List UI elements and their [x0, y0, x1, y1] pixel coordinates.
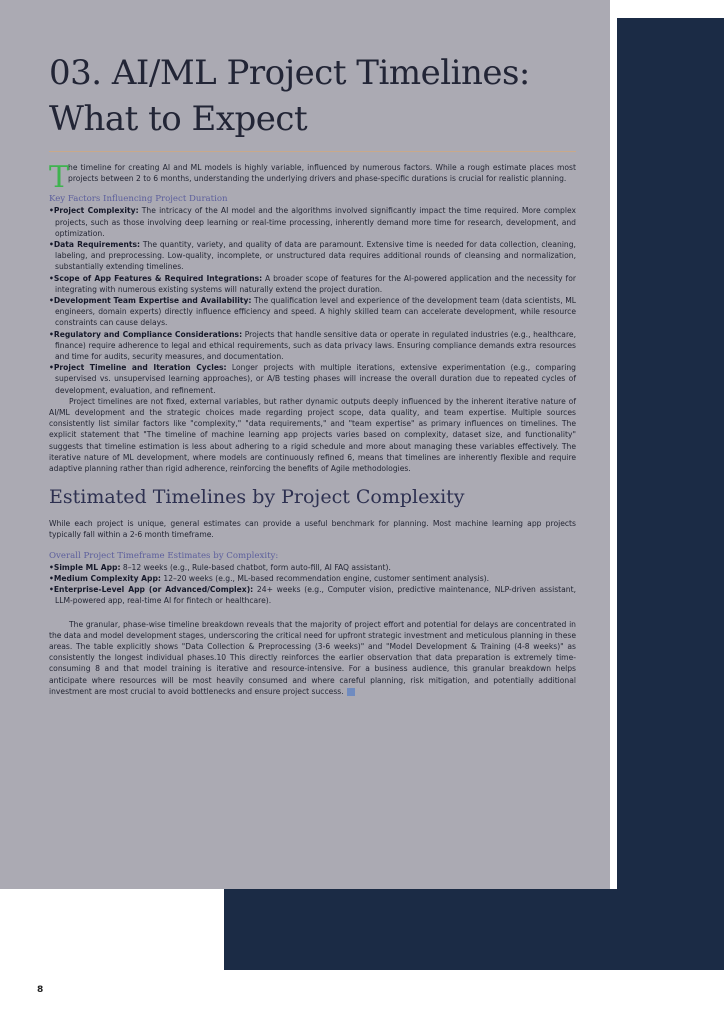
- factor-item: [49, 329, 576, 363]
- factor-label: •Regulatory and Compliance Considerations:: [49, 329, 243, 339]
- factor-label: •Data Requirements:: [49, 240, 141, 250]
- factor-item: [49, 295, 576, 329]
- navy-bottom-band: [224, 889, 724, 970]
- timeframe-estimates-heading: Overall Project Timeframe Estimates by Complexity:: [49, 550, 279, 561]
- factor-text: The quantity, variety, and quality of data are paramount. Extensive time is needed for data collection, cleaning, labeling, and preprocessing. Low-quality, incomplete, or unstructured data requires additional rounds of cleansing and normalization, substantially extending timelines.: [55, 240, 576, 272]
- estimated-timelines-heading: Estimated Timelines by Project Complexity: [49, 486, 465, 509]
- factor-label: •Scope of App Features & Required Integrations:: [49, 273, 263, 283]
- key-factors-heading: Key Factors Influencing Project Duration: [49, 194, 228, 205]
- factor-item: [49, 239, 576, 273]
- factors-summary-paragraph: Project timelines are not fixed, external variables, but rather dynamic outputs deeply influenced by the inherent iterative nature of AI/ML development and the strategic choices made regarding project scope, data quality, and team expertise. Multiple sources consistently list similar factors like "complexity," "data requirements," and "team expertise" as primary influences on timelines. The explicit statement that "The timeline of machine learning app projects varies based on complexity, dataset size, and functionality" suggests that timeline estimation is less about adhering to a rigid schedule and more about managing these variables effectively. The iterative nature of ML development, where models are continuously refined 6, means that timelines are inherently flexible and require adaptive planning rather than rigid adherence, reinforcing the benefits of Agile methodologies.: [49, 396, 576, 474]
- estimate-text: 24+ weeks (e.g., Computer vision, predictive maintenance, NLP-driven assistant, LLM-powered app, real-time AI for fintech or healthcare).: [55, 585, 576, 606]
- factor-label: •Project Complexity:: [49, 206, 139, 216]
- factor-text: Longer projects with multiple iterations, extensive experimentation (e.g., comparing supervised vs. unsupervised learning approaches), or A/B testing phases will increase the overall duration due to repeated cycles of development, evaluation, and refinement.: [55, 363, 576, 395]
- title-line-1: 03. AI/ML Project Timelines:: [49, 53, 530, 93]
- estimate-text: 12–20 weeks (e.g., ML-based recommendation engine, customer sentiment analysis).: [160, 573, 490, 583]
- intro-paragraph: [49, 160, 576, 195]
- factor-item: [49, 362, 576, 396]
- article: [49, 50, 576, 697]
- factor-item: [49, 205, 576, 239]
- estimate-item: [49, 584, 576, 606]
- intro-text: he timeline for creating AI and ML models is highly variable, influenced by numerous factors. While a rough estimate places most projects between 2 to 6 months, understanding the underlying drivers and phase-specific durations is crucial for realistic planning.: [68, 163, 576, 184]
- estimate-item: [49, 573, 576, 584]
- factor-text: A broader scope of features for the AI-powered application and the necessity for integrating with numerous existing systems will naturally extend the project duration.: [55, 273, 576, 294]
- estimate-label: •Enterprise-Level App (or Advanced/Complex):: [49, 585, 254, 595]
- estimate-text: 8–12 weeks (e.g., Rule-based chatbot, form auto-fill, AI FAQ assistant).: [120, 562, 391, 572]
- estimate-item: [49, 562, 576, 573]
- factor-label: •Project Timeline and Iteration Cycles:: [49, 363, 227, 373]
- title-divider: [49, 151, 576, 152]
- factor-text: The qualification level and experience of the development team (data scientists, ML engineers, domain experts) directly influence efficiency and speed. A highly skilled team can accelerate development, while resource constraints can cause delays.: [55, 296, 577, 328]
- page-title: [49, 50, 576, 142]
- phase-breakdown-paragraph: [49, 619, 576, 697]
- page-number: 8: [37, 985, 44, 995]
- end-mark-icon: [347, 688, 355, 696]
- drop-cap: T: [49, 160, 70, 195]
- phase-breakdown-text: The granular, phase-wise timeline breakdown reveals that the majority of project effort and potential for delays are concentrated in the data and model development stages, underscoring the critical need for upfront strategic investment and meticulous planning in these areas. The table explicitly shows "Data Collection & Preprocessing (3-6 weeks)" and "Model Development & Training (4-8 weeks)" as consistently the longest individual phases.10 This directly reinforces the earlier observation that data preparation is extremely time-consuming 8 and that model training is iterative and resource-intensive. For a business audience, this granular breakdown helps anticipate where resources will be most heavily consumed and where careful planning, risk mitigation, and potentially additional investment are most crucial to avoid bottlenecks and ensure project success.: [49, 619, 576, 696]
- estimated-intro-paragraph: While each project is unique, general estimates can provide a useful benchmark for planning. Most machine learning app projects typically fall within a 2-6 month timeframe.: [49, 519, 576, 540]
- estimate-label: •Medium Complexity App:: [49, 573, 161, 583]
- factor-label: •Development Team Expertise and Availability:: [49, 296, 252, 306]
- factor-text: Projects that handle sensitive data or operate in regulated industries (e.g., healthcare, finance) require adherence to legal and ethical requirements, such as data privacy laws. Ensuring compliance demands extra resources and time for audits, security measures, and documentation.: [55, 329, 576, 362]
- factor-text: The intricacy of the AI model and the algorithms involved significantly impact the time required. More complex projects, such as those involving deep learning or real-time processing, inherently demand more time for research, development, and optimization.: [55, 206, 577, 238]
- navy-side-band: [617, 18, 724, 970]
- factor-item: [49, 273, 576, 295]
- spacer: [49, 607, 576, 619]
- estimate-label: •Simple ML App:: [49, 562, 121, 572]
- title-line-2: What to Expect: [49, 99, 308, 139]
